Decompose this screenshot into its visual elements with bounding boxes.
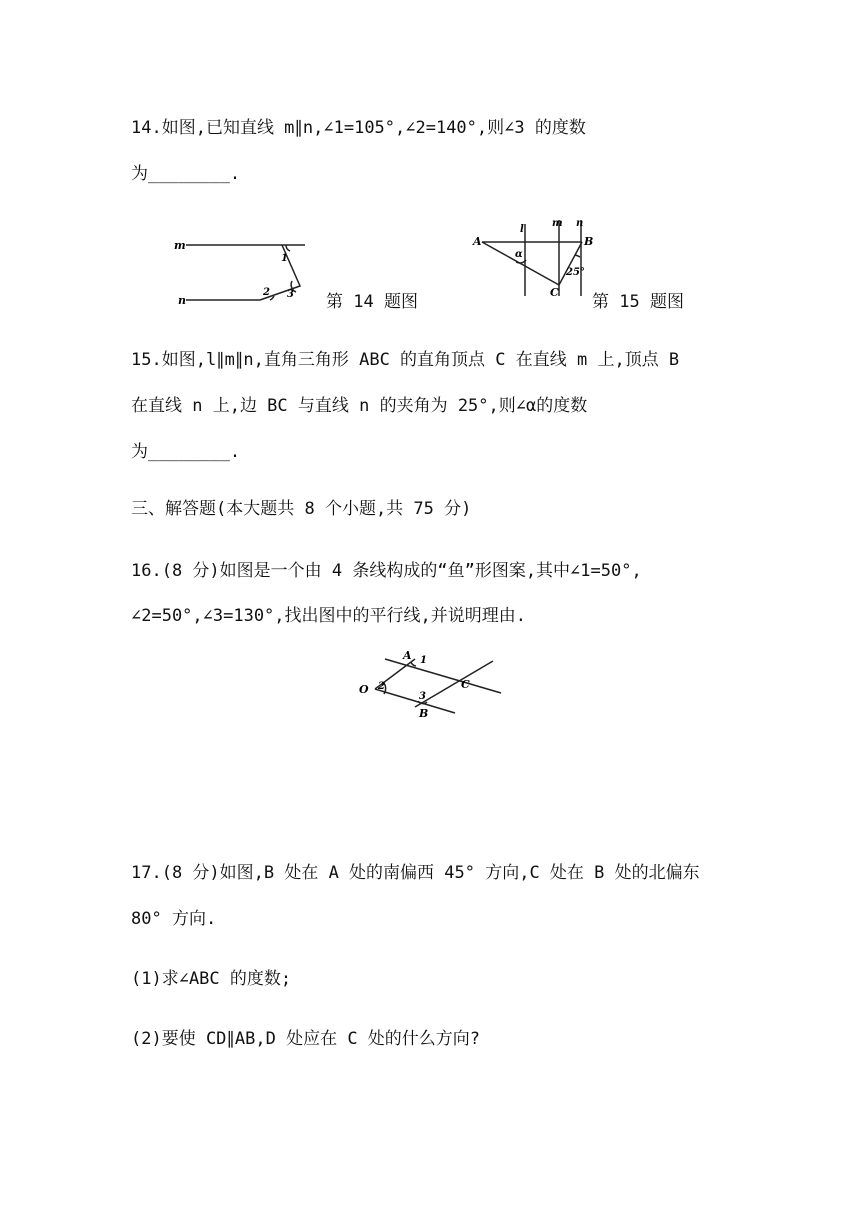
q15-text-line1: 15.如图,l∥m∥n,直角三角形 ABC 的直角顶点 C 在直线 m 上,顶点 B bbox=[131, 350, 680, 370]
q16-label-angle3: 3 bbox=[419, 691, 426, 702]
q15-text-line2: 在直线 n 上,边 BC 与直线 n 的夹角为 25°,则∠α的度数 bbox=[131, 396, 588, 416]
q17-text-line2: 80° 方向. bbox=[131, 909, 217, 929]
q16-label-A: A bbox=[403, 649, 412, 662]
q15-figure bbox=[470, 212, 594, 302]
q16-text-line1: 16.(8 分)如图是一个由 4 条线构成的“鱼”形图案,其中∠1=50°, bbox=[131, 561, 642, 581]
q16-text-line2: ∠2=50°,∠3=130°,找出图中的平行线,并说明理由. bbox=[131, 606, 526, 626]
q16-label-angle2: 2 bbox=[378, 681, 385, 692]
q14-text-line1: 14.如图,已知直线 m∥n,∠1=105°,∠2=140°,则∠3 的度数 bbox=[131, 118, 586, 138]
q15-label-m: m bbox=[552, 218, 563, 229]
q16-figure bbox=[355, 645, 510, 725]
q15-label-B: B bbox=[584, 235, 594, 248]
q15-text-line3: 为________. bbox=[131, 442, 241, 462]
q16-label-B: B bbox=[419, 707, 429, 720]
q14-label-m: m bbox=[174, 239, 186, 252]
q14-caption: 第 14 题图 bbox=[326, 292, 418, 312]
q14-label-angle1: 1 bbox=[281, 253, 288, 264]
q15-caption: 第 15 题图 bbox=[592, 292, 684, 312]
q16-label-angle1: 1 bbox=[420, 655, 427, 666]
q17-part1: (1)求∠ABC 的度数; bbox=[131, 969, 292, 989]
q17-part2: (2)要使 CD∥AB,D 处应在 C 处的什么方向? bbox=[131, 1029, 481, 1049]
q15-label-C: C bbox=[550, 286, 559, 299]
q15-label-25deg: 25° bbox=[566, 267, 585, 278]
q14-label-n: n bbox=[178, 294, 186, 307]
q16-label-C: C bbox=[461, 678, 470, 691]
q15-label-n: n bbox=[576, 218, 584, 229]
q15-label-alpha: α bbox=[515, 249, 523, 260]
q16-label-O: O bbox=[359, 683, 369, 696]
q14-label-angle3: 3 bbox=[287, 289, 294, 300]
section-3-title: 三、解答题(本大题共 8 个小题,共 75 分) bbox=[131, 499, 472, 519]
q14-text-line2: 为________. bbox=[131, 164, 241, 184]
q15-label-A: A bbox=[473, 235, 482, 248]
q14-figure bbox=[170, 230, 320, 310]
q17-text-line1: 17.(8 分)如图,B 处在 A 处的南偏西 45° 方向,C 处在 B 处的北偏东 bbox=[131, 863, 700, 883]
q14-label-angle2: 2 bbox=[263, 287, 270, 298]
q15-label-l: l bbox=[520, 224, 524, 235]
